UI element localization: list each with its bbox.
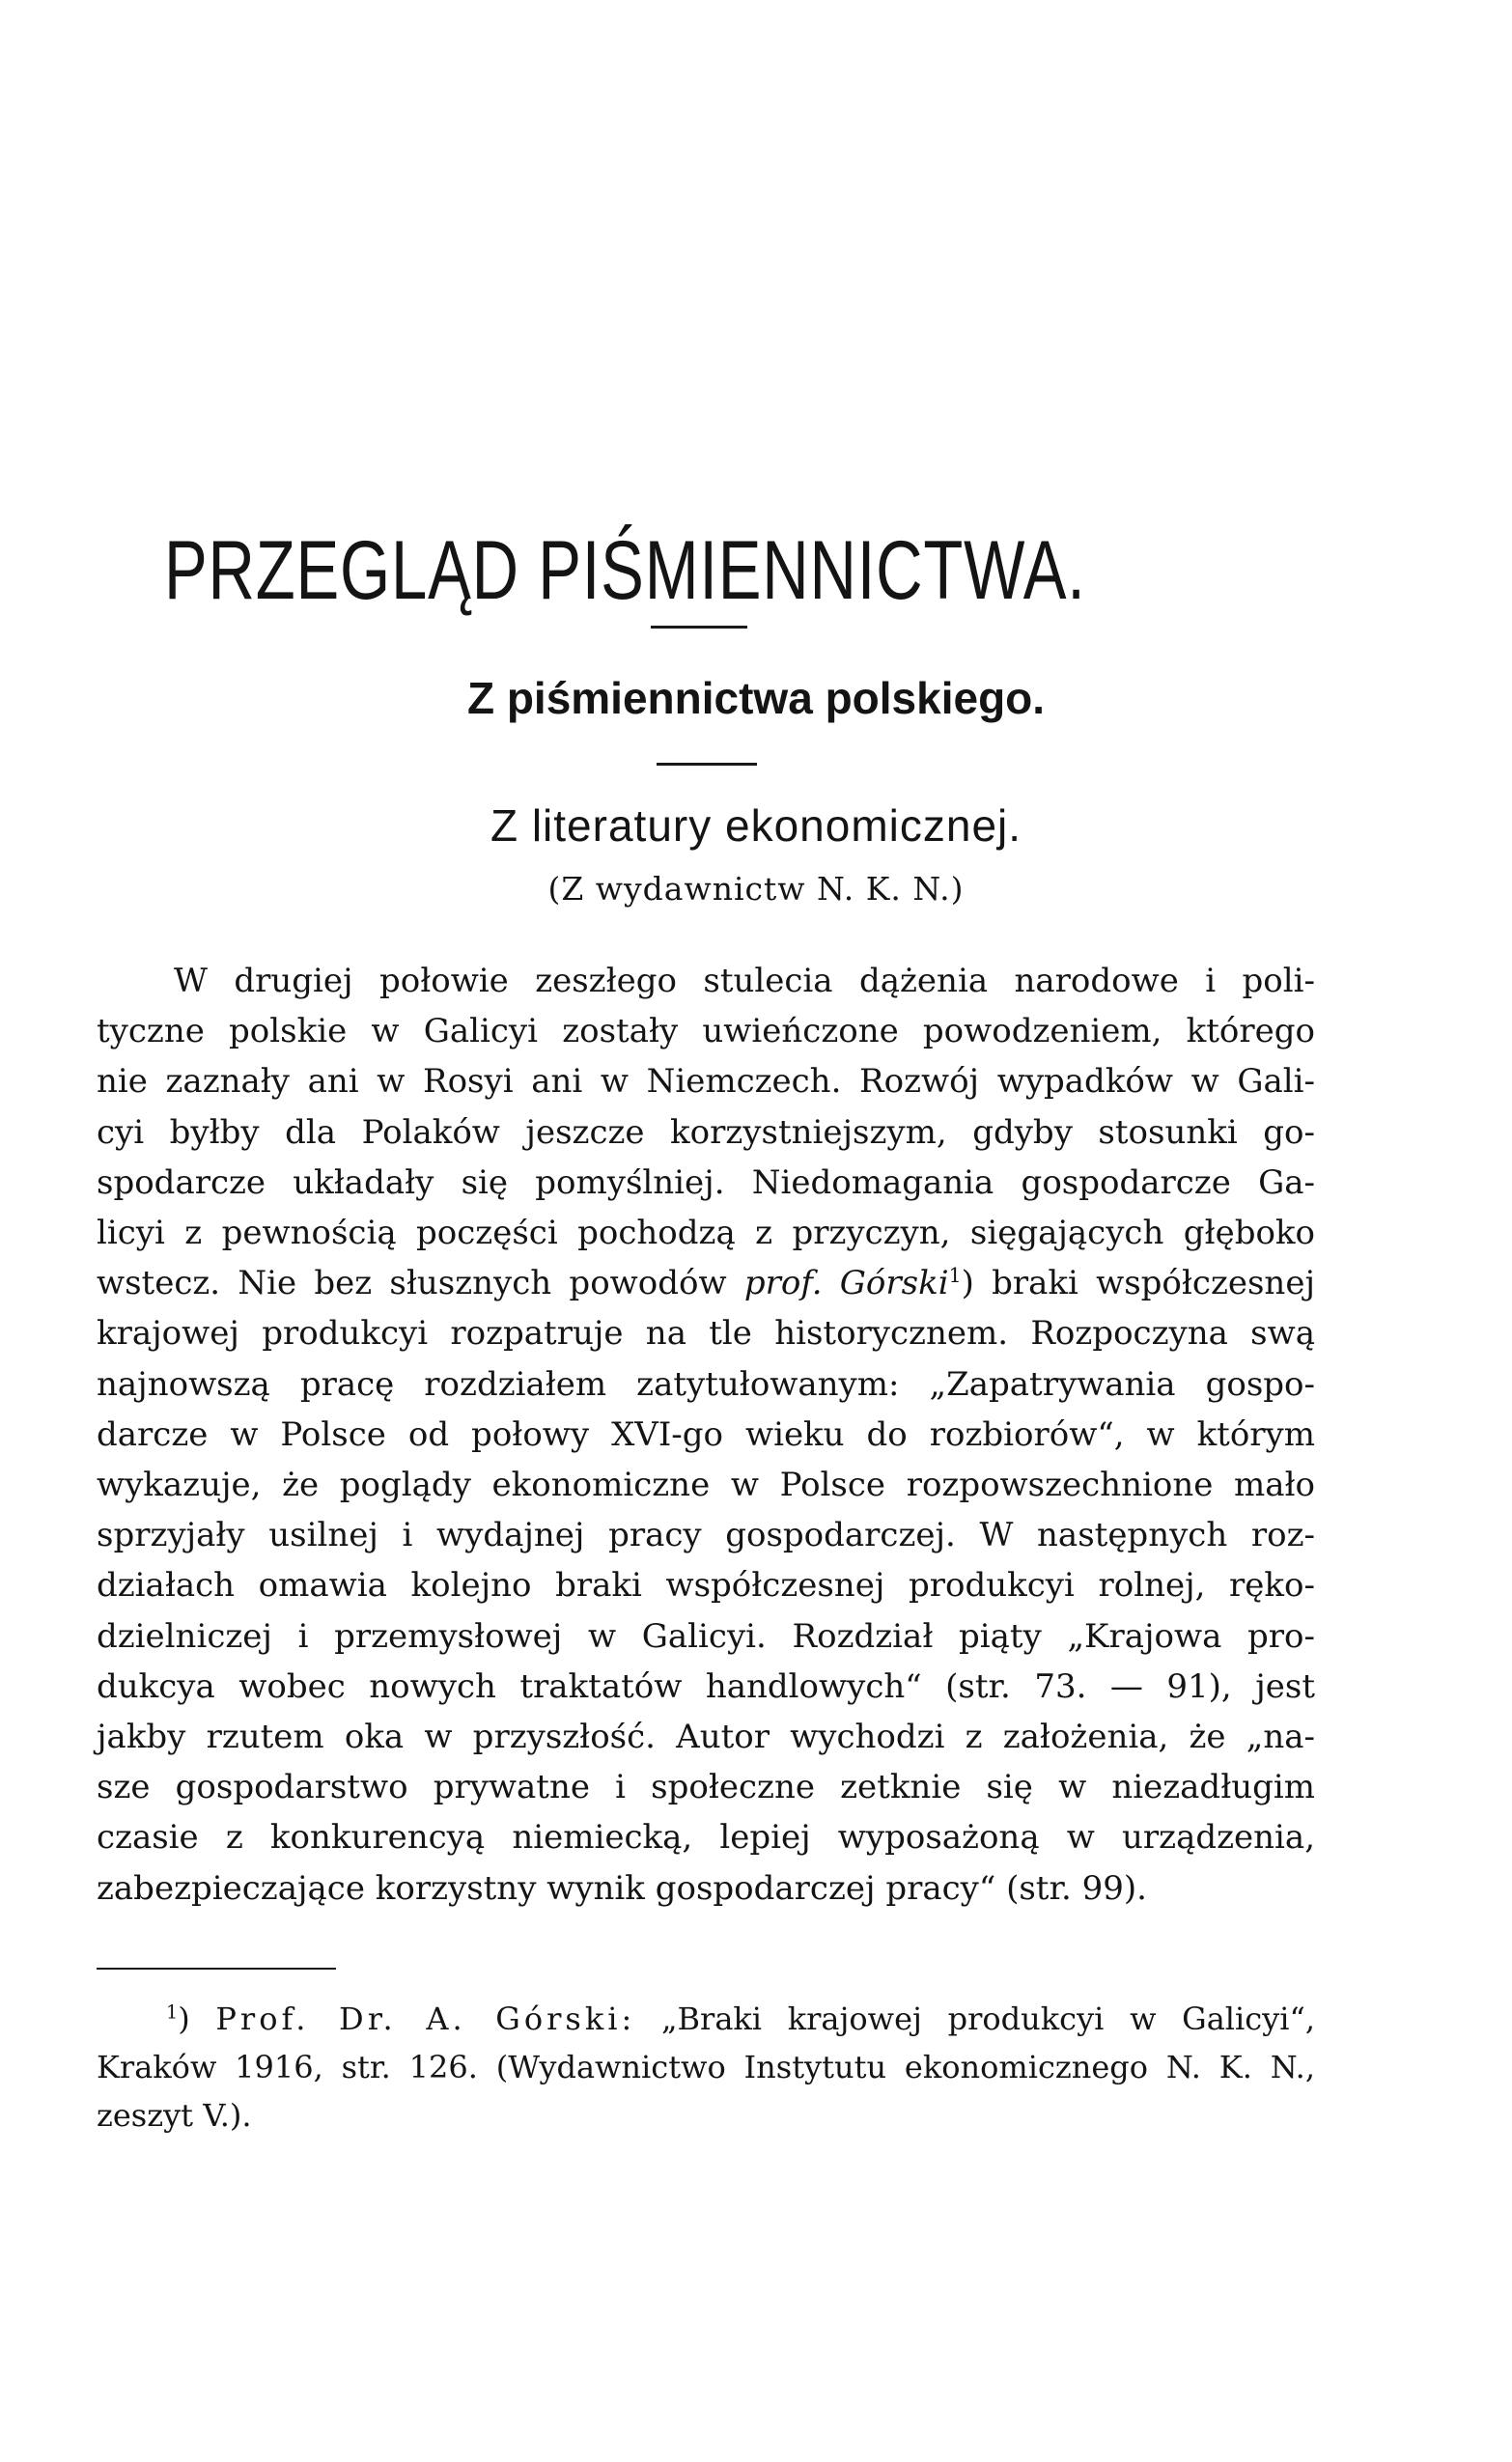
body-line: jakby rzutem oka w przyszłość. Autor wychodzi z założenia, że „na- [97, 1718, 1315, 1757]
body-line: dzielniczej i przemysłowej w Galicyi. Rozdział piąty „Krajowa pro- [97, 1616, 1315, 1656]
body-line: nie zaznały ani w Rosyi ani w Niemczech. Rozwój wypadków w Gali- [97, 1062, 1315, 1102]
body-line: krajowej produkcyi rozpatruje na tle historycznem. Rozpoczyna swą [97, 1314, 1315, 1354]
main-title: PRZEGLĄD PIŚMIENNICTWA. [164, 523, 1086, 617]
body-line: licyi z pewnością poczęści pochodzą z przyczyn, sięgających głęboko [97, 1214, 1315, 1253]
title-divider [651, 626, 747, 629]
body-line: darcze w Polsce od połowy XVI-go wieku do rozbiorów“, w którym [97, 1414, 1315, 1454]
body-line: tyczne polskie w Galicyi zostały uwieńczone powodzeniem, którego [97, 1012, 1315, 1051]
footnote-line [97, 1995, 1315, 2043]
footnote-line: Kraków 1916, str. 126. (Wydawnictwo Instytutu ekonomicznego N. K. N., [97, 2049, 1315, 2085]
footnote-marker-paren: ) [178, 2000, 216, 2037]
body-line: cyi byłby dla Polaków jeszcze korzystniejszym, gdyby stosunki go- [97, 1112, 1315, 1152]
body-line: czasie z konkurencyą niemiecką, lepiej wyposażoną w urządzenia, [97, 1818, 1315, 1858]
footnote-separator [97, 1968, 336, 1970]
body-line: wykazuje, że poglądy ekonomiczne w Polsce rozpowszechnione mało [97, 1466, 1315, 1505]
body-line: najnowszą pracę rozdziałem zatytułowanym: „Zapatrywania gospo- [97, 1364, 1315, 1404]
body-line: sprzyjały usilnej i wydajnej pracy gospodarczej. W następnych roz- [97, 1516, 1315, 1555]
footnote-reference: 1 [948, 1263, 962, 1287]
footnote-author: Prof. Dr. A. Górski: [215, 2000, 636, 2037]
footnote-marker: 1 [166, 2000, 179, 2024]
body-line: spodarcze układały się pomyślniej. Niedomagania gospodarcze Ga- [97, 1162, 1315, 1202]
footnote-title: „Braki krajowej produkcyi w Galicyi“, [635, 2000, 1316, 2037]
citation-author: prof. Górski [743, 1264, 949, 1303]
section-title: Z piśmiennictwa polskiego. [466, 673, 1046, 723]
body-line: dukcya wobec nowych traktatów handlowych“ (str. 73. — 91), jest [97, 1666, 1315, 1706]
body-paragraph [97, 956, 1315, 1914]
body-line: działach omawia kolejno braki współczesnej produkcyi rolnej, ręko- [97, 1566, 1315, 1606]
section-divider [657, 763, 757, 766]
body-line: zabezpieczające korzystny wynik gospodarczej pracy“ (str. 99). [97, 1868, 1147, 1908]
subsection-title: Z literatury ekonomicznej. [490, 800, 1022, 851]
body-line-with-citation [97, 1258, 1315, 1308]
body-line: sze gospodarstwo prywatne i społeczne zetknie się w niezadługim [97, 1768, 1315, 1807]
source-note: (Z wydawnictw N. K. N.) [547, 870, 965, 908]
body-line-text: wstecz. Nie bez słusznych powodów [97, 1264, 727, 1303]
footnote-line: zeszyt V.). [97, 2097, 252, 2134]
body-line: W drugiej połowie zeszłego stulecia dążenia narodowe i poli- [174, 962, 1315, 1000]
footnote [97, 1995, 1315, 2140]
body-line-tail: ) braki współczesnej [961, 1264, 1315, 1303]
